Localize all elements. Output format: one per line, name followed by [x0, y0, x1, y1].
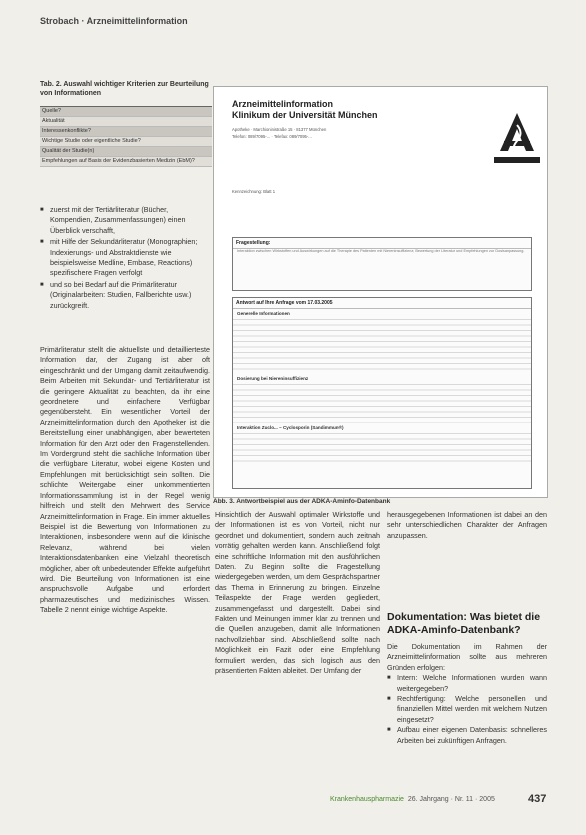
body-column-3	[387, 510, 547, 541]
issue-info: 26. Jahrgang · Nr. 11 · 2005	[407, 796, 495, 803]
section-heading: Dokumentation: Was bietet die ADKA-Aminfo-Datenbank?	[387, 611, 541, 636]
paragraph: Hinsichtlich der Auswahl optimaler Wirkstoffe und der Informationen ist es von Vorteil, nicht nur geordnet und dokumentiert, sondern auch zeitnah vorrätig gehalten werden kann. Anschließend folgt eine schriftliche Information mit den ausführlichen Daten. Zu Beginn sollte die Fragestellung wiedergegeben werden, um dem Gesprächspartner das Thema in Erinnerung zu bringen. Einzelne Teilaspekte der Frage werden gegliedert, zusammengefasst und dargestellt. Dabei sind Fakten und Meinungen immer klar zu trennen und die Quellen anzugeben, damit alle Informationen nachvollziehbar sind. Abschließend sollte nach Möglichkeit ein Fazit oder eine Empfehlung formuliert werden, das sich logisch aus den präsentierten Fakten ableitet. Der Umfang der	[215, 510, 380, 676]
table-row: Interessenkonflikte?	[40, 127, 212, 137]
question-text: Interaktion zwischen Wirkstoffen und Auswirkungen auf die Therapie des Patienten mit Niereninsuffizienz; Bewertung der Literatur und Empfehlungen zur Dosisanpassung.	[237, 249, 525, 253]
body-column-2	[215, 510, 380, 677]
answer-text-block	[233, 430, 531, 464]
list-item: ■ Intern: Welche Informationen wurden wann weitergegeben?	[387, 673, 547, 694]
figure-caption: Abb. 3. Antwortbeispiel aus der ADKA-Aminfo-Datenbank	[213, 498, 391, 505]
question-panel	[232, 237, 532, 291]
paragraph: herausgegebenen Informationen ist dabei an den sehr unterschiedlichen Charakter der Anfragen anzupassen.	[387, 510, 547, 540]
list-item: ■ Aufbau einer eigenen Datenbasis: schnelleres Arbeiten bei zukünftigen Anfragen.	[387, 725, 547, 746]
answer-text-block	[233, 316, 531, 374]
table-title: Tab. 2. Auswahl wichtiger Kriterien zur Beurteilung von Informationen	[40, 81, 209, 97]
list-item: ■ zuerst mit der Tertiärliteratur (Bücher, Kompendien, Zusammenfassungen) einen Überblick verschafft,	[40, 205, 210, 236]
answer-subheading: Dosierung bei Niereninsuffizienz	[237, 376, 309, 381]
paragraph: Primärliteratur stellt die aktuellste und detaillierteste Information dar, der Zugang ist aber oft eingeschränkt und der Umgang damit zeitaufwendig. Beim Arbeiten mit Sekundär- und Tertiärliteratur ist die geringere Aktualität zu beachten, da ihr eine geordnetere und einfachere Verfügbar gegenübersteht. Ein wesentlicher Vorteil der Arzneimittelinformation durch den Apotheker ist die Bereitstellung einer unabhängigen, aber bewerteten Information für den Arzt oder den Fragenstellenden. Im Vordergrund steht die sachliche Information über die verfügbare Literatur, wobei eigene Kosten und Empfehlungen mit berücksichtigt sein sollten. Die schlichte Weitergabe einer unkommentierten Informationssammlung ist in der Regel wenig hilfreich und stellt den Mehrwert des Service Arzneimittelinformation in Frage. Ein immer aktuelles Beispiel ist die Bewertung von Informationen zu Interaktionen, insbesondere wenn auf die klinische Relevanz, während bei vielen Interaktionsdatenbanken eine Vielzahl theoretisch möglicher, aber oft unbedeutender Effekte aufgeführt wird. Die Beurteilung von Informationen ist eine anspruchsvolle Aufgabe und erfordert pharmazeutisches und medizinisches Wissen. Tabelle 2 nennt einige wichtige Aspekte.	[40, 345, 210, 615]
table-row: Wichtige Studie oder eigentliche Studie?	[40, 137, 212, 147]
answer-subheading: Generelle Informationen	[237, 311, 290, 316]
pharmacy-logo-icon	[494, 111, 540, 163]
answer-text-block	[233, 381, 531, 423]
table-row: Aktualität	[40, 117, 212, 127]
question-heading: Fragestellung:	[233, 238, 531, 249]
table-row: Empfehlungen auf Basis der Evidenzbasierten Medizin (EbM)?	[40, 157, 212, 167]
table-row: Quelle?	[40, 107, 212, 117]
answer-subheading: Interaktion Zuclo... – Cyclosporin (Sandimmun®)	[237, 425, 344, 430]
document-reference: Kennzeichnung: Blatt 1	[232, 189, 276, 194]
list-item: ■ mit Hilfe der Sekundärliteratur (Monographien; Indexierungs- und Abstraktdienste wie beispielsweise Medline, Embase, Reactions) spezifischere Fragen verfolgt	[40, 237, 210, 279]
running-head: Strobach · Arzneimittelinformation	[40, 16, 188, 26]
contact-line: Telefon: 089/7095-... · Telefax: 089/7095-...	[232, 134, 312, 139]
footer	[330, 796, 495, 803]
database-screenshot	[213, 86, 548, 498]
body-column-3-lower	[387, 642, 547, 746]
screenshot-title: Arzneimittelinformation Klinikum der Universität München	[232, 99, 378, 120]
body-column-1	[40, 345, 210, 616]
answer-heading: Antwort auf Ihre Anfrage vom 17.03.2005	[233, 298, 531, 309]
page-number: 437	[528, 793, 547, 805]
list-item: ■ und so bei Bedarf auf die Primärliteratur (Originalarbeiten: Studien, Fallberichte usw.) zurückgreift.	[40, 280, 210, 311]
paragraph: Die Dokumentation im Rahmen der Arzneimittelinformation sollte aus mehreren Gründen erfolgen:	[387, 642, 547, 672]
list-item: ■ Rechtfertigung: Welche personellen und finanziellen Mittel werden mit welchem Nutzen eingesetzt?	[387, 694, 547, 725]
criteria-table	[40, 106, 212, 167]
journal-name: Krankenhauspharmazie	[330, 796, 404, 803]
literature-bullets	[40, 205, 210, 312]
address-line: Apotheke · Marchioninistraße 15 · 81377 München	[232, 127, 327, 132]
answer-panel	[232, 297, 532, 489]
table-row: Qualität der Studie(n)	[40, 147, 212, 157]
